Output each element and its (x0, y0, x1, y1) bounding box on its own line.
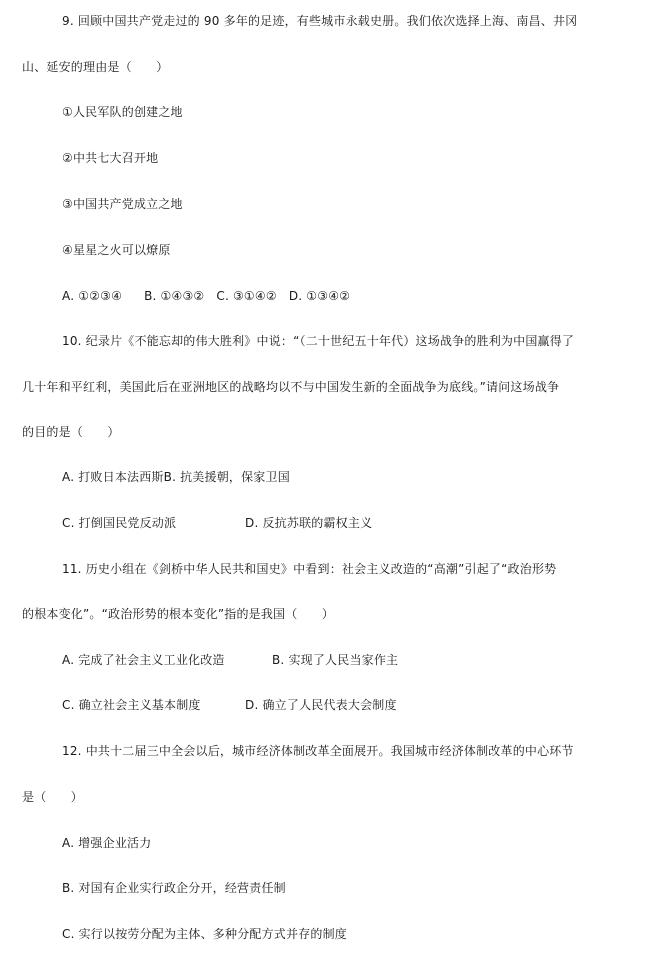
question-9-item-4: ④星星之火可以燎原 (62, 243, 171, 257)
question-11-stem-line-1: 11. 历史小组在《剑桥中华人民共和国史》中看到：社会主义改造的“高潮”引起了“政治形势 (62, 562, 557, 576)
question-10-stem-line-1: 10. 纪录片《不能忘却的伟大胜利》中说：“（二十世纪五十年代）这场战争的胜利为中国赢得了 (62, 334, 575, 348)
question-9-item-1: ①人民军队的创建之地 (62, 105, 183, 119)
question-9-item-3: ③中国共产党成立之地 (62, 197, 183, 211)
question-10-options-row-2 (0, 515, 654, 531)
question-10-stem-line-2: 几十年和平红利，美国此后在亚洲地区的战略均以不与中国发生新的全面战争为底线。”请问这场战争 (22, 380, 560, 394)
question-11-option-d[interactable]: D. 确立了人民代表大会制度 (245, 698, 397, 712)
question-9-stem-line-2: 山、延安的理由是（ ） (22, 60, 169, 74)
question-11-options-row-1 (0, 652, 654, 668)
question-9-options (0, 288, 654, 304)
question-10-option-d[interactable]: D. 反抗苏联的霸权主义 (245, 516, 373, 530)
question-9-stem-line-1: 9. 回顾中国共产党走过的 90 多年的足迹，有些城市永载史册。我们依次选择上海、南昌、井冈 (62, 14, 578, 28)
question-12-stem-line-1: 12. 中共十二届三中全会以后，城市经济体制改革全面展开。我国城市经济体制改革的中心环节 (62, 744, 574, 758)
question-9-option-b[interactable]: B. ①④③② (144, 289, 205, 303)
question-10-option-a[interactable]: A. 打败日本法西斯 (62, 470, 164, 484)
question-9-option-c[interactable]: C. ③①④② (216, 289, 277, 303)
question-11-stem-line-2: 的根本变化”。“政治形势的根本变化”指的是我国（ ） (22, 607, 335, 621)
question-9-option-d[interactable]: D. ①③④② (288, 289, 351, 303)
question-10-options-row-1 (0, 469, 654, 485)
question-9-option-a[interactable]: A. ①②③④ (62, 289, 123, 303)
question-12-stem-line-2: 是（ ） (22, 790, 84, 804)
question-11-option-a[interactable]: A. 完成了社会主义工业化改造 (62, 653, 225, 667)
question-11-options-row-2 (0, 697, 654, 713)
question-11-option-b[interactable]: B. 实现了人民当家作主 (272, 653, 399, 667)
question-10-stem-line-3: 的目的是（ ） (22, 425, 120, 439)
question-12-option-a[interactable]: A. 增强企业活力 (62, 836, 152, 850)
question-12-option-b[interactable]: B. 对国有企业实行政企分开，经营责任制 (62, 881, 286, 895)
question-10-option-b[interactable]: B. 抗美援朝，保家卫国 (163, 470, 290, 484)
question-10-option-c[interactable]: C. 打倒国民党反动派 (62, 516, 177, 530)
question-9-item-2: ②中共七大召开地 (62, 151, 159, 165)
question-11-option-c[interactable]: C. 确立社会主义基本制度 (62, 698, 201, 712)
question-12-option-c[interactable]: C. 实行以按劳分配为主体、多种分配方式并存的制度 (62, 927, 348, 941)
